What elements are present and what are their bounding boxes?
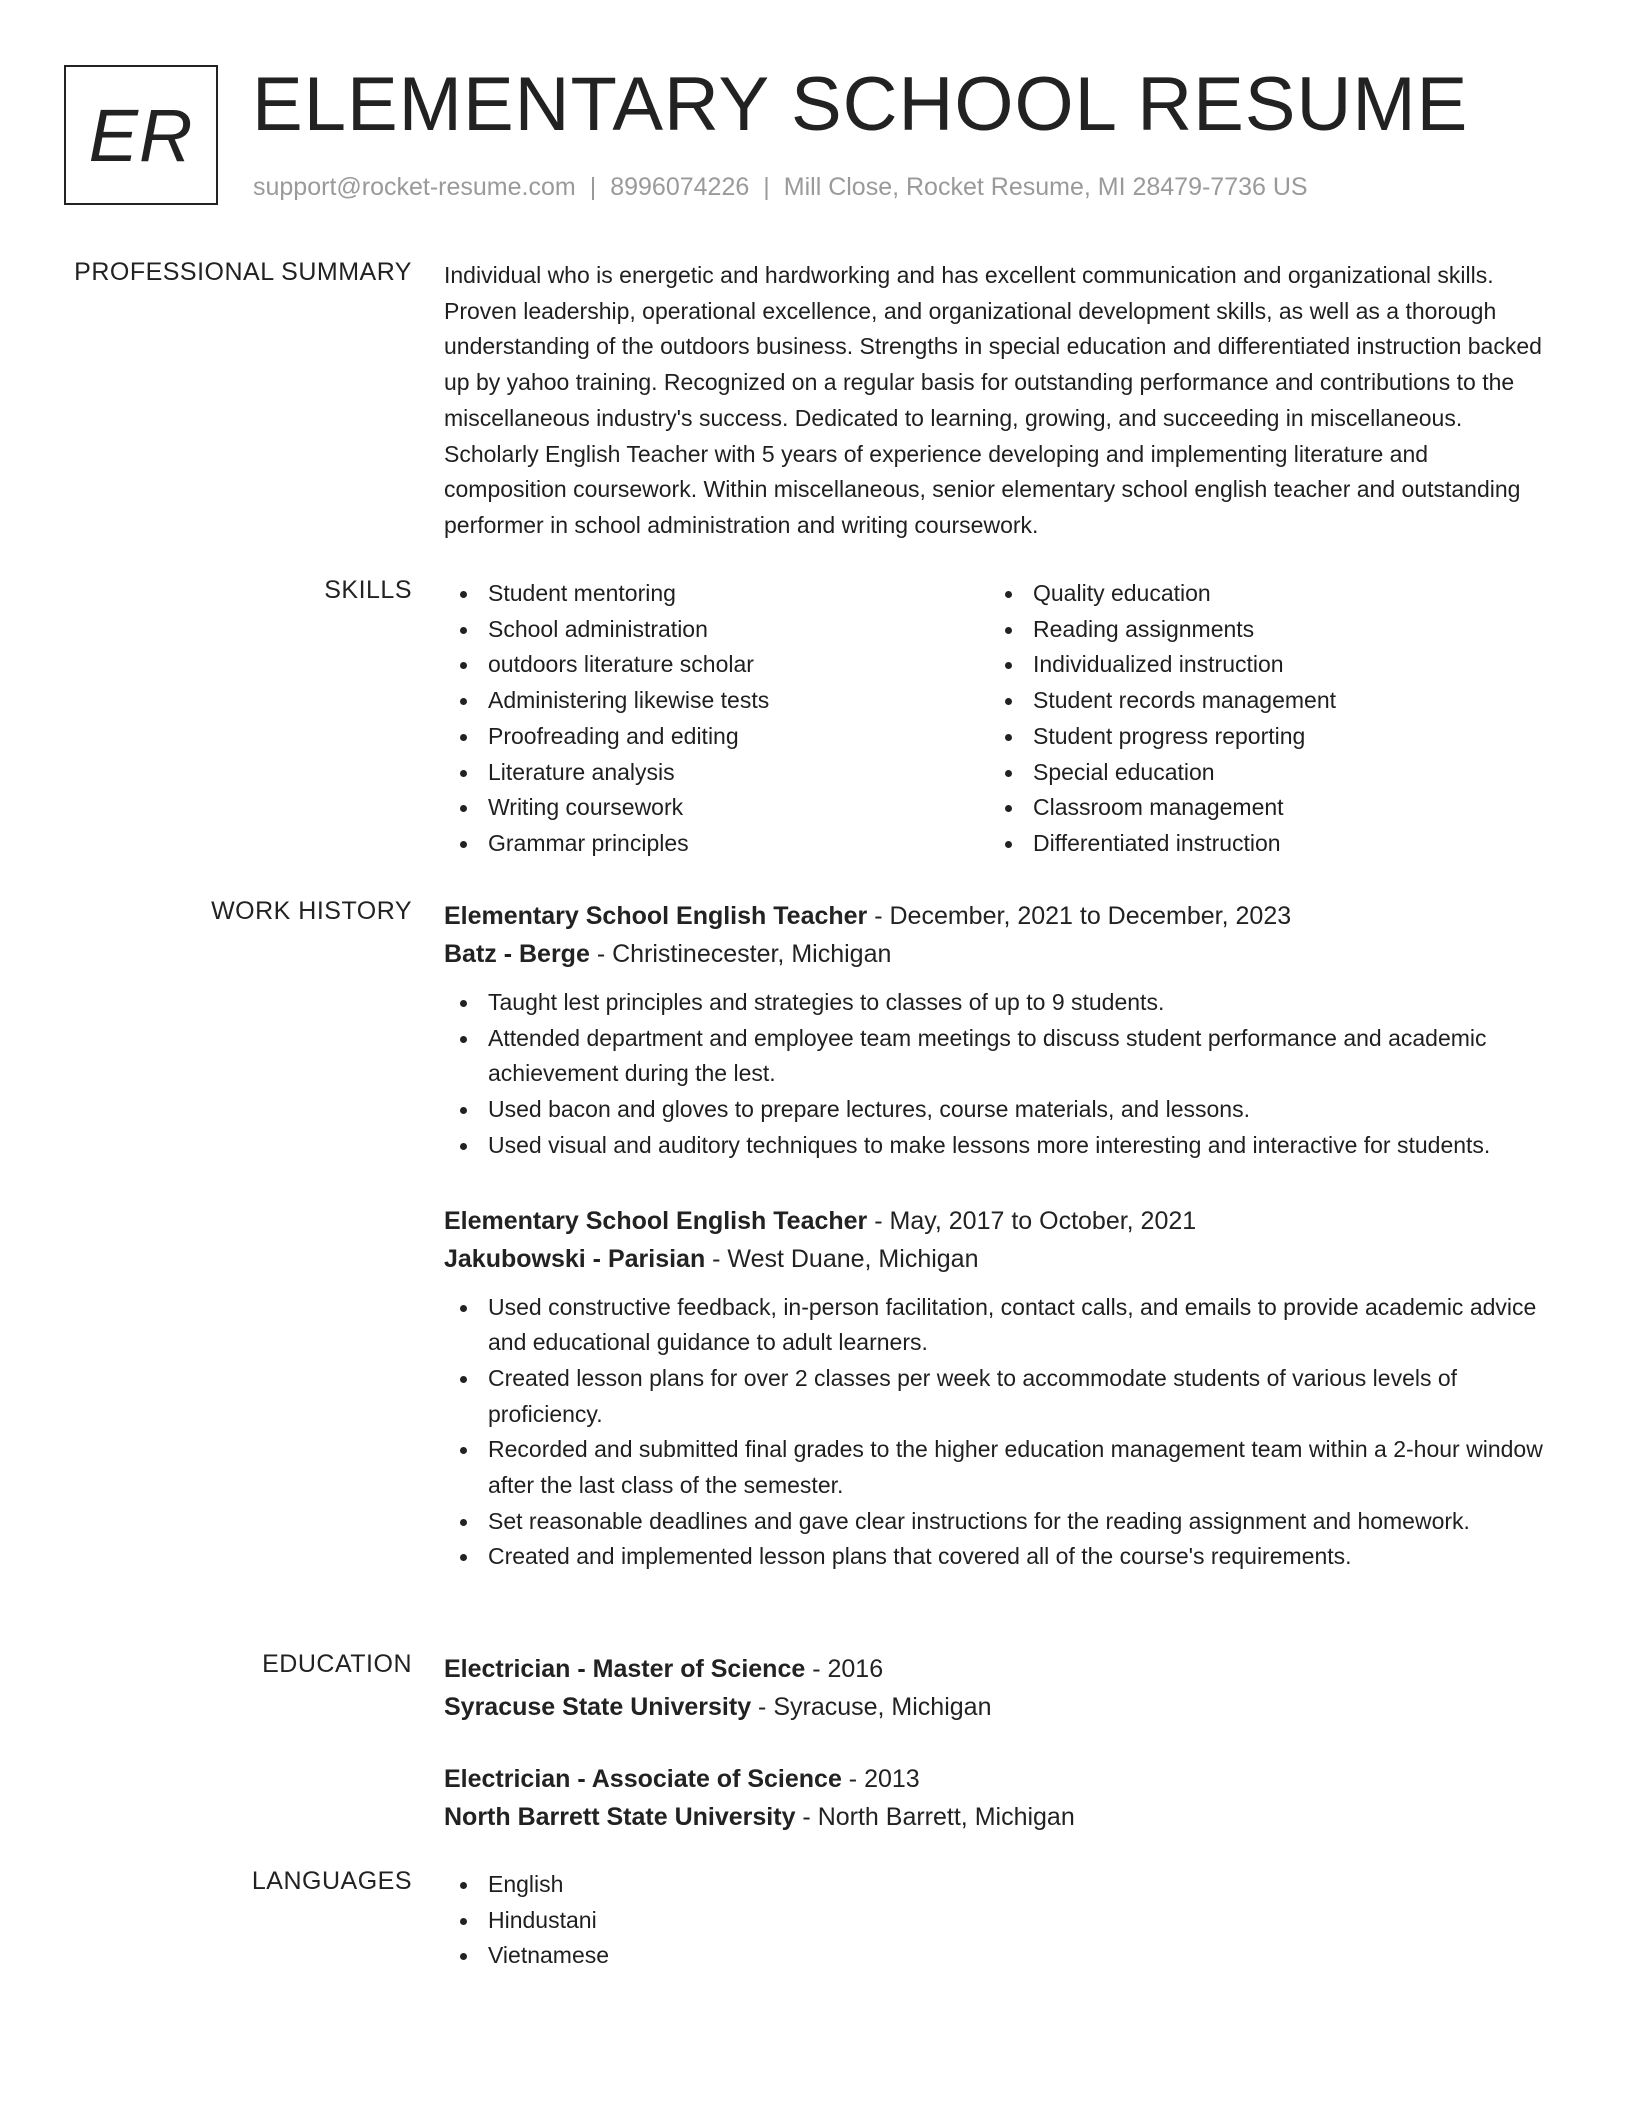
school-location: - North Barrett, Michigan: [795, 1803, 1075, 1831]
skill-item: Individualized instruction: [989, 647, 1534, 683]
degree-year: - 2016: [805, 1655, 884, 1683]
school: Syracuse State University: [444, 1693, 752, 1721]
school: North Barrett State University: [444, 1803, 796, 1831]
skill-item: Student mentoring: [444, 576, 989, 612]
contact-email: support@rocket-resume.com: [253, 173, 576, 201]
job-company: Batz - Berge: [444, 940, 590, 968]
job-title-line: [444, 897, 1544, 935]
skill-item: School administration: [444, 612, 989, 648]
degree: Electrician - Associate of Science: [444, 1765, 842, 1793]
job-company-line: [444, 935, 1544, 973]
job-bullets: [444, 1290, 1544, 1576]
work-history-label: WORK HISTORY: [211, 897, 412, 925]
skill-item: Student progress reporting: [989, 719, 1534, 755]
education-body: [444, 1650, 1544, 1870]
job-bullet: Created lesson plans for over 2 classes per week to accommodate students of various levels of proficiency.: [444, 1361, 1544, 1432]
skill-item: Differentiated instruction: [989, 826, 1534, 862]
job-bullets: [444, 985, 1544, 1164]
contact-phone: 8996074226: [610, 173, 750, 201]
contact-separator: |: [763, 173, 770, 201]
job-bullet: Used bacon and gloves to prepare lectures, course materials, and lessons.: [444, 1092, 1544, 1128]
education-entry: [444, 1650, 1544, 1726]
languages-label: LANGUAGES: [251, 1867, 412, 1895]
education-label: EDUCATION: [262, 1650, 412, 1678]
skills-grid: [444, 576, 1544, 862]
degree: Electrician - Master of Science: [444, 1655, 806, 1683]
job-bullet: Used constructive feedback, in-person facilitation, contact calls, and emails to provide academic advice and educational guidance to adult learners.: [444, 1290, 1544, 1361]
job-title-line: [444, 1202, 1544, 1240]
resume-title: ELEMENTARY SCHOOL RESUME: [252, 62, 1469, 147]
summary-body: [444, 258, 1544, 544]
job-dates: - December, 2021 to December, 2023: [867, 902, 1292, 930]
job-bullet: Created and implemented lesson plans that covered all of the course's requirements.: [444, 1539, 1544, 1575]
contact-separator: |: [589, 173, 597, 201]
language-item: Vietnamese: [444, 1938, 1544, 1974]
skill-item: Quality education: [989, 576, 1534, 612]
degree-line: [444, 1650, 1544, 1688]
skills-list-right: [989, 576, 1534, 862]
job-location: - Christinecester, Michigan: [589, 940, 892, 968]
contact-line: [253, 173, 1308, 202]
summary-text: Individual who is energetic and hardworking and has excellent communication and organizational skills. Proven leadership, operational excellence, and organizational development skills, as well as a thorough understanding of the outdoors business. Strengths in special education and differentiated instruction backed up by yahoo training. Recognized on a regular basis for outstanding performance and contributions to the miscellaneous industry's success. Dedicated to learning, growing, and succeeding in miscellaneous. Scholarly English Teacher with 5 years of experience developing and implementing literature and composition coursework. Within miscellaneous, senior elementary school english teacher and outstanding performer in school administration and writing coursework.: [444, 262, 1542, 538]
job-company: Jakubowski - Parisian: [444, 1244, 706, 1273]
education-entry: [444, 1760, 1544, 1836]
job-title: Elementary School English Teacher: [444, 902, 868, 930]
skill-item: Classroom management: [989, 790, 1534, 826]
job-title: Elementary School English Teacher: [444, 1206, 868, 1235]
school-line: [444, 1688, 1544, 1726]
school-line: [444, 1798, 1544, 1836]
skill-item: Proofreading and editing: [444, 719, 989, 755]
skill-item: Reading assignments: [989, 612, 1534, 648]
resume-header: [64, 62, 1584, 210]
skills-list-left: [444, 576, 989, 862]
skill-item: Student records management: [989, 683, 1534, 719]
monogram-initials: ER: [88, 93, 194, 177]
job-entry: [444, 1202, 1544, 1576]
skill-item: outdoors literature scholar: [444, 647, 989, 683]
job-bullet: Set reasonable deadlines and gave clear instructions for the reading assignment and homework.: [444, 1504, 1544, 1540]
job-bullet: Used visual and auditory techniques to make lessons more interesting and interactive for students.: [444, 1128, 1544, 1164]
monogram-box: [64, 65, 218, 205]
skill-item: Administering likewise tests: [444, 683, 989, 719]
work-history-body: [444, 897, 1544, 1613]
summary-label: PROFESSIONAL SUMMARY: [74, 258, 412, 286]
skills-label: SKILLS: [324, 576, 412, 604]
job-bullet: Recorded and submitted final grades to the higher education management team within a 2-hour window after the last class of the semester.: [444, 1432, 1544, 1503]
language-item: Hindustani: [444, 1903, 1544, 1939]
job-dates: - May, 2017 to October, 2021: [867, 1206, 1197, 1235]
skill-item: Writing coursework: [444, 790, 989, 826]
job-entry: [444, 897, 1544, 1164]
school-location: - Syracuse, Michigan: [751, 1693, 992, 1721]
contact-address: Mill Close, Rocket Resume, MI 28479-7736 US: [783, 173, 1308, 201]
job-bullet: Taught lest principles and strategies to classes of up to 9 students.: [444, 985, 1544, 1021]
skill-item: Grammar principles: [444, 826, 989, 862]
skill-item: Special education: [989, 755, 1534, 791]
languages-list: [444, 1867, 1544, 1974]
skill-item: Literature analysis: [444, 755, 989, 791]
job-location: - West Duane, Michigan: [705, 1244, 979, 1273]
job-bullet: Attended department and employee team meetings to discuss student performance and academic achievement during the lest.: [444, 1021, 1544, 1092]
job-company-line: [444, 1240, 1544, 1278]
language-item: English: [444, 1867, 1544, 1903]
languages-body: [444, 1867, 1544, 1974]
degree-line: [444, 1760, 1544, 1798]
degree-year: - 2013: [841, 1765, 920, 1793]
